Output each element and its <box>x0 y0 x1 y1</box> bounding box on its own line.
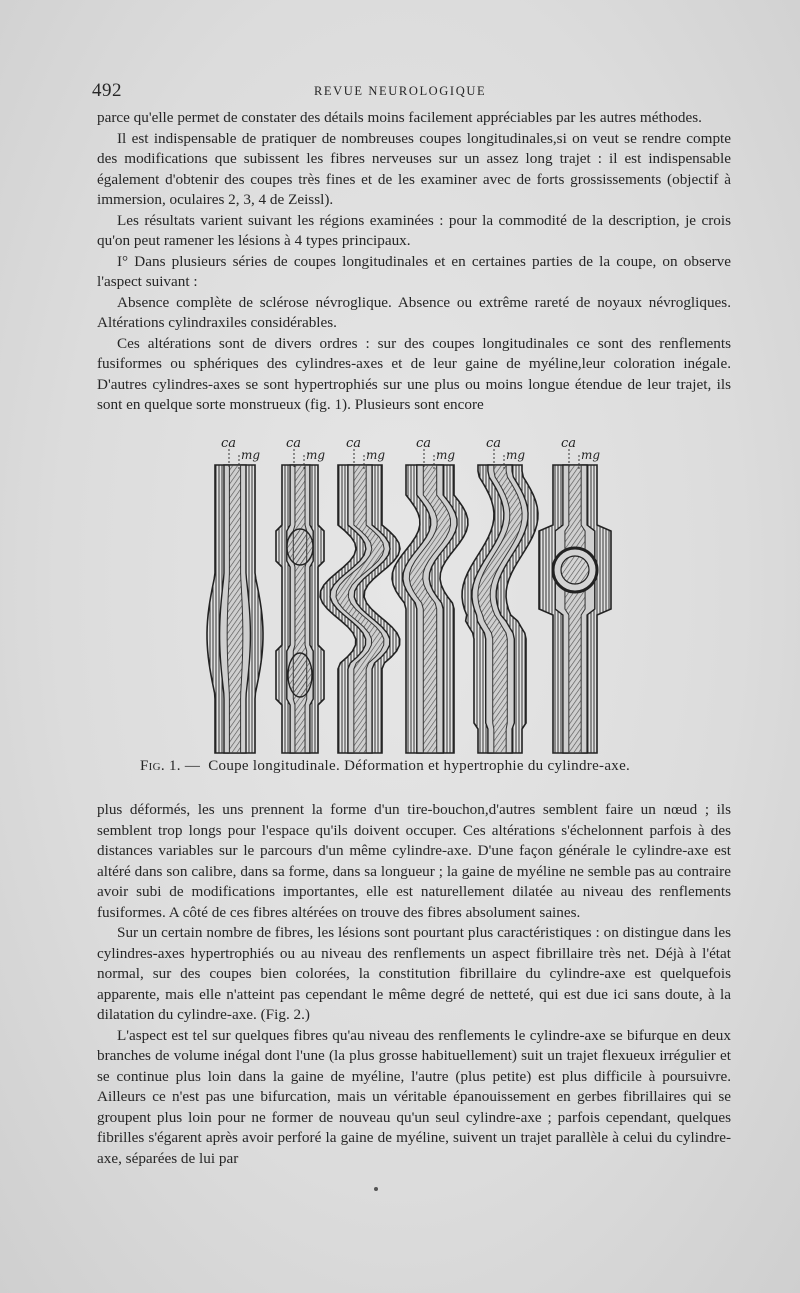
paragraph: parce qu'elle permet de constater des détails moins facilement appréciables par les autres méthodes. <box>97 109 702 126</box>
body-text-top <box>97 108 731 416</box>
body-text-bottom <box>97 800 731 1169</box>
printer-dot <box>374 1187 378 1191</box>
nerve-fiber <box>320 465 400 753</box>
label-ca: ca <box>486 436 502 451</box>
label-ca: ca <box>221 436 237 451</box>
label-mg: mg <box>506 448 526 462</box>
paragraph: Ces altérations sont de divers ordres : sur des coupes longitudinales ce sont des renflements fusiformes ou sphériques des cylindres-axes et de leur gaine de myéline,leur coloration inégale. D'autres cylindres-axes se sont hypertrophiés sur une plus ou moins longue étendue de leur trajet, ils sont en quelque sorte monstrueux (fig. 1). Plusieurs sont encore <box>97 334 731 413</box>
label-ca: ca <box>561 436 577 451</box>
nerve-fibers-engraving <box>200 435 640 757</box>
figure-caption-text: Coupe longitudinale. Déformation et hypertrophie du cylindre-axe. <box>208 758 631 774</box>
running-title: REVUE NEUROLOGIQUE <box>314 84 487 98</box>
paragraph: Les résultats varient suivant les régions examinées : pour la commodité de la description, je crois qu'on peut ramener les lésions à 4 types principaux. <box>97 211 731 249</box>
nerve-fiber <box>539 465 611 753</box>
nerve-fiber <box>462 465 538 753</box>
paragraph: plus déformés, les uns prennent la forme d'un tire-bouchon,d'autres semblent faire un nœud ; ils semblent trop longs pour l'espace qu'ils doivent occuper. Ces altérations s'échelonnent parfois à des distances variables sur le parcours d'un même cylindre-axe. D'une façon générale le cylindre-axe est altéré dans son calibre, dans sa forme, dans sa longueur ; la gaine de myéline ne semble pas au contraire avoir subi de modifications importantes, elle est naturellement dilatée au niveau des renflements fusiformes. A côté de ces fibres altérées on trouve des fibres absolument saines. <box>97 801 731 921</box>
paragraph: L'aspect est tel sur quelques fibres qu'au niveau des renflements le cylindre-axe se bifurque en deux branches de volume inégal dont l'une (la plus grosse habituellement) suit un trajet flexueux irrégulier et se continue plus loin dans la gaine de myéline, l'autre (plus petite) est plus difficile à poursuivre. Ailleurs ce n'est pas une bifurcation, mais un véritable épanouissement en gerbes fibrillaires qui se groupent plus loin pour ne former de nouveau qu'un seul cylindre-axe ; parfois cependant, quelques fibrilles s'égarent après avoir perforé la gaine de myéline, suivent un trajet parallèle à celui du cylindre-axe, séparées de lui par <box>97 1026 731 1167</box>
figure-label: Fig. 1. — <box>140 758 201 774</box>
label-mg: mg <box>581 448 601 462</box>
page-number: 492 <box>92 80 122 101</box>
paragraph: Absence complète de sclérose névroglique. Absence ou extrême rareté de noyaux névrogliques. Altérations cylindraxiles considérables. <box>97 293 731 331</box>
label-mg: mg <box>306 448 326 462</box>
page-header <box>92 80 728 102</box>
label-mg: mg <box>241 448 261 462</box>
label-mg: mg <box>436 448 456 462</box>
figure-1-illustration <box>200 435 640 757</box>
nerve-fiber <box>207 465 263 753</box>
figure-caption <box>140 758 740 775</box>
nerve-fiber <box>276 465 324 753</box>
paragraph: Sur un certain nombre de fibres, les lésions sont pourtant plus caractéristiques : on distingue dans les cylindres-axes hypertrophiés ou au niveau des renflements un aspect fibrillaire très net. Déjà à l'état normal, sur des coupes bien colorées, la constitution fibrillaire du cylindre-axe est quelquefois apparente, mais elle n'atteint pas cependant le même degré de netteté, qui est due ici sans doute, à la dilatation du cylindre-axe. (Fig. 2.) <box>97 924 731 1023</box>
label-ca: ca <box>416 436 432 451</box>
nerve-fiber <box>392 465 468 753</box>
label-mg: mg <box>366 448 386 462</box>
paragraph: Il est indispensable de pratiquer de nombreuses coupes longitudinales,si on veut se rendre compte des modifications que subissent les fibres nerveuses sur un assez long trajet : il est indispensable également d'obtenir des coupes très fines et de les examiner avec de forts grossissements (objectif à immersion, oculaires 2, 3, 4 de Zeissl). <box>97 129 731 208</box>
label-ca: ca <box>286 436 302 451</box>
paragraph: I° Dans plusieurs séries de coupes longitudinales et en certaines parties de la coupe, on observe l'aspect suivant : <box>97 252 731 290</box>
label-ca: ca <box>346 436 362 451</box>
